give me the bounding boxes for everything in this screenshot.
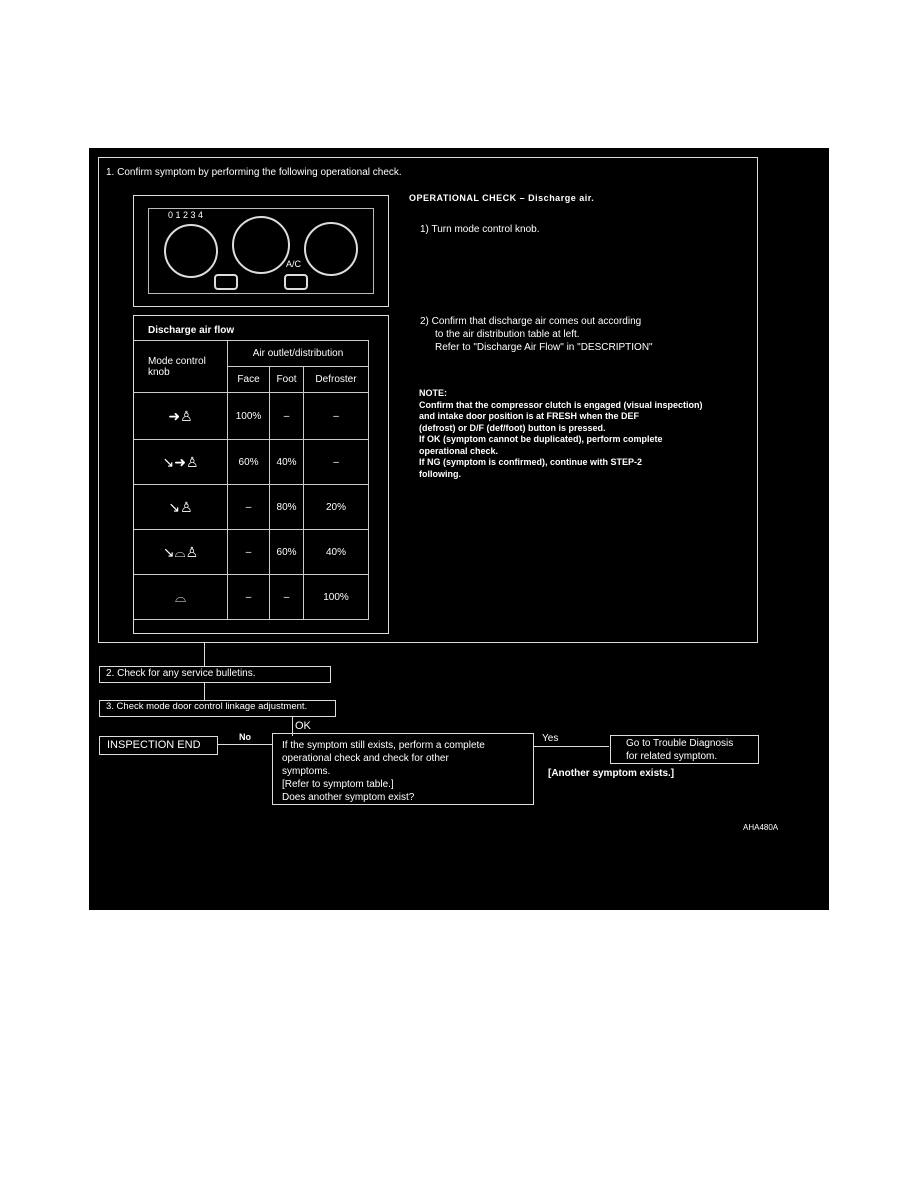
fan-knob[interactable] — [164, 224, 218, 278]
op-step1: 1) Turn mode control knob. — [420, 224, 540, 235]
table-cell: 40% — [303, 530, 368, 575]
diagnostic-figure — [89, 148, 829, 910]
ac-label: A/C — [286, 259, 302, 269]
table-cell: 60% — [270, 530, 304, 575]
mode-header: Mode control knob — [134, 341, 228, 393]
inspection-end-text: INSPECTION END — [107, 739, 201, 751]
table-cell: (defrost) or D/F (def/foot) button is pressed. — [419, 422, 606, 433]
op-step2-line: Refer to "Discharge Air Flow" in "DESCRIPTION" — [435, 342, 653, 353]
step2-text: 2. Check for any service bulletins. — [106, 668, 256, 679]
outlet-header: Air outlet/distribution — [228, 341, 369, 367]
table-cell: 60% — [228, 440, 270, 485]
figure-id: AHA480A — [743, 823, 779, 832]
recirc-button[interactable] — [214, 274, 238, 290]
col-face: Face — [228, 367, 270, 393]
table-cell: If the symptom still exists, perform a complete — [282, 740, 485, 751]
op-check-title: OPERATIONAL CHECK – Discharge air. — [409, 193, 595, 203]
table-cell: – — [228, 530, 270, 575]
col-foot: Foot — [270, 367, 304, 393]
table-row — [134, 575, 369, 620]
mode-knob[interactable] — [304, 222, 358, 276]
table-cell: – — [303, 440, 368, 485]
table-cell: for related symptom. — [626, 751, 718, 762]
step1-text: 1. Confirm symptom by performing the following operational check. — [106, 167, 402, 178]
ac-button[interactable] — [284, 274, 308, 290]
col-defroster: Defroster — [303, 367, 368, 393]
table-row — [134, 485, 369, 530]
ok-label: OK — [295, 720, 311, 732]
foot-icon: ↘♙ — [134, 485, 228, 530]
yes-label: Yes — [542, 733, 559, 744]
table-cell: NOTE: — [419, 388, 447, 398]
bi-level-icon: ↘➜♙ — [134, 440, 228, 485]
table-cell: If NG (symptom is confirmed), continue with STEP-2 — [419, 457, 643, 467]
table-cell: 80% — [270, 485, 304, 530]
table-cell: – — [270, 575, 304, 620]
temp-knob[interactable] — [232, 216, 290, 274]
control-panel-illustration — [133, 195, 389, 307]
table-cell: 100% — [228, 393, 270, 440]
air-flow-table-box — [133, 315, 389, 634]
vent-face-icon: ➜♙ — [134, 393, 228, 440]
step3-text: 3. Check mode door control linkage adjustment. — [106, 701, 308, 712]
table-cell: Does another symptom exist? — [282, 792, 415, 803]
another-symptom-label: [Another symptom exists.] — [548, 768, 675, 779]
table-cell: – — [270, 393, 304, 440]
table-cell: – — [228, 485, 270, 530]
table-cell: operational check and check for other — [282, 753, 449, 764]
table-cell: and intake door position is at FRESH when the DEF — [419, 411, 640, 421]
table-cell: symptoms. — [282, 766, 331, 777]
defrost-icon: ⌓ — [134, 575, 228, 620]
table-cell: Go to Trouble Diagnosis — [626, 738, 734, 749]
table-cell: 100% — [303, 575, 368, 620]
table-cell: operational check. — [419, 445, 499, 456]
table-row — [134, 393, 369, 440]
goto-text — [626, 737, 733, 763]
table-cell: following. — [419, 468, 461, 479]
table-cell: – — [303, 393, 368, 440]
def-foot-icon: ↘⌓♙ — [134, 530, 228, 575]
table-cell: 40% — [270, 440, 304, 485]
table-row — [134, 530, 369, 575]
op-step2-line: to the air distribution table at left. — [435, 329, 580, 340]
table-title: Discharge air flow — [148, 325, 235, 336]
note — [419, 388, 703, 480]
table-cell: Confirm that the compressor clutch is engaged (visual inspection) — [419, 399, 703, 410]
air-flow-table — [134, 340, 369, 620]
op-step2-line: 2) Confirm that discharge air comes out according — [420, 316, 642, 327]
no-label: No — [239, 732, 251, 742]
question-text — [282, 739, 485, 804]
table-cell: [Refer to symptom table.] — [282, 779, 394, 790]
table-cell: 20% — [303, 485, 368, 530]
table-cell: If OK (symptom cannot be duplicated), perform complete — [419, 434, 663, 444]
table-row — [134, 440, 369, 485]
table-cell: – — [228, 575, 270, 620]
fan-speed-marks: 0 1 2 3 4 — [168, 210, 204, 220]
